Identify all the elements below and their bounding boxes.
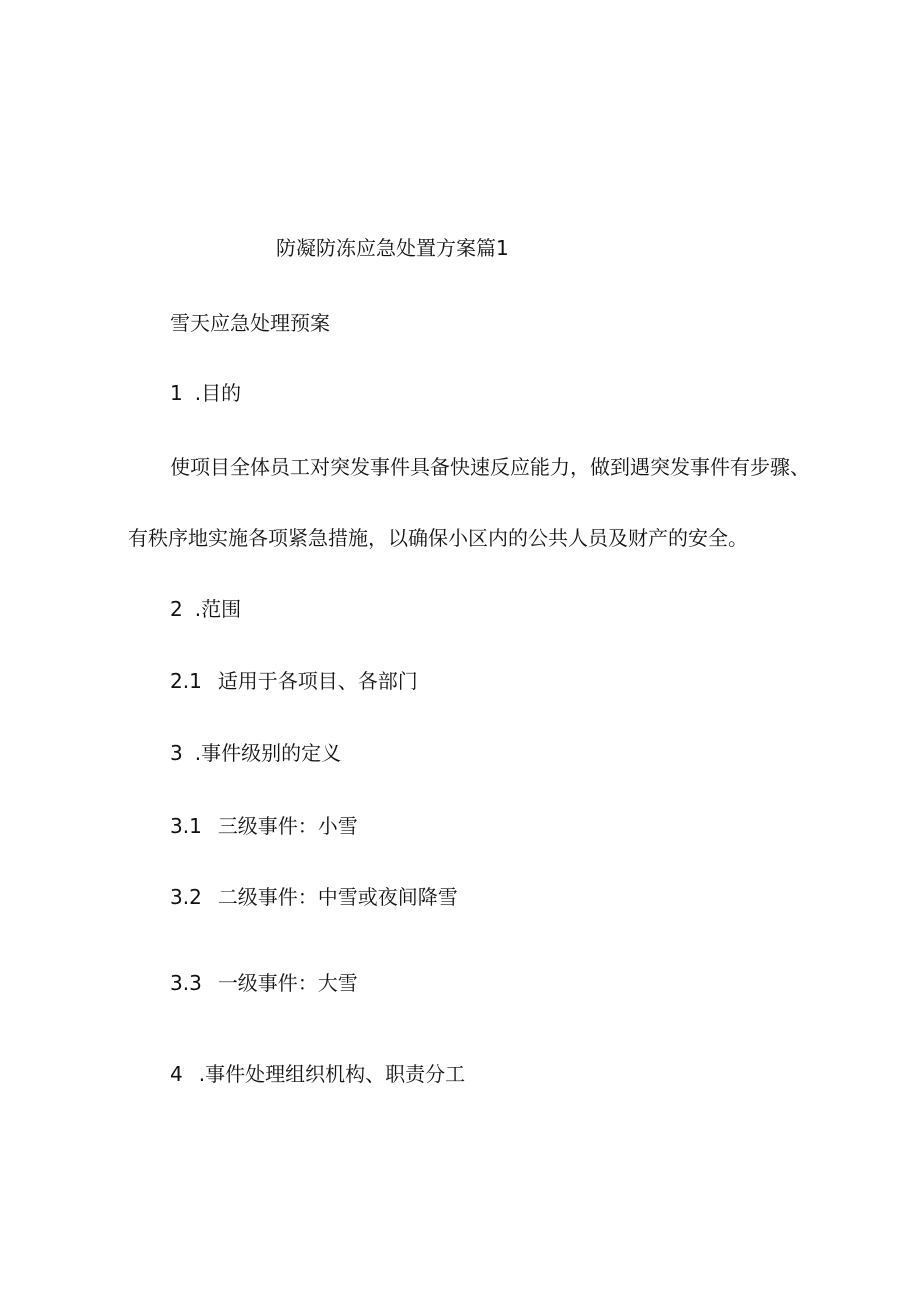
section-number: 3.3: [170, 971, 202, 995]
section-2-heading: [170, 597, 241, 621]
section-3-2: [170, 885, 458, 909]
section-3-heading: [170, 741, 341, 765]
section-title: 适用于各项目、各部门: [217, 669, 418, 693]
section-title: .事件级别的定义: [194, 741, 342, 765]
section-number: 3.1: [170, 814, 202, 838]
section-1-heading: [170, 381, 241, 405]
section-2-1: [170, 669, 418, 693]
section-title: .目的: [194, 381, 242, 405]
section-number: 1: [170, 381, 183, 405]
section-title: 一级事件：大雪: [217, 971, 358, 995]
paragraph-line-1: 使项目全体员工对突发事件具备快速反应能力，做到遇突发事件有步骤、: [170, 455, 810, 479]
section-4-heading: [170, 1062, 465, 1086]
section-title: .范围: [194, 597, 242, 621]
section-title: 二级事件：中雪或夜间降雪: [217, 885, 458, 909]
section-number: 3: [170, 741, 183, 765]
document-subtitle: 雪天应急处理预案: [170, 311, 330, 335]
section-3-3: [170, 971, 358, 995]
section-number: 3.2: [170, 885, 202, 909]
section-title: .事件处理组织机构、职责分工: [198, 1062, 466, 1086]
section-title: 三级事件：小雪: [217, 814, 358, 838]
paragraph-line-2: 有秩序地实施各项紧急措施，以确保小区内的公共人员及财产的安全。: [128, 526, 748, 550]
section-number: 2.1: [170, 669, 202, 693]
section-number: 4: [170, 1062, 183, 1086]
section-3-1: [170, 814, 358, 838]
section-number: 2: [170, 597, 183, 621]
document-title: 防凝防冻应急处置方案篇1: [276, 236, 509, 260]
